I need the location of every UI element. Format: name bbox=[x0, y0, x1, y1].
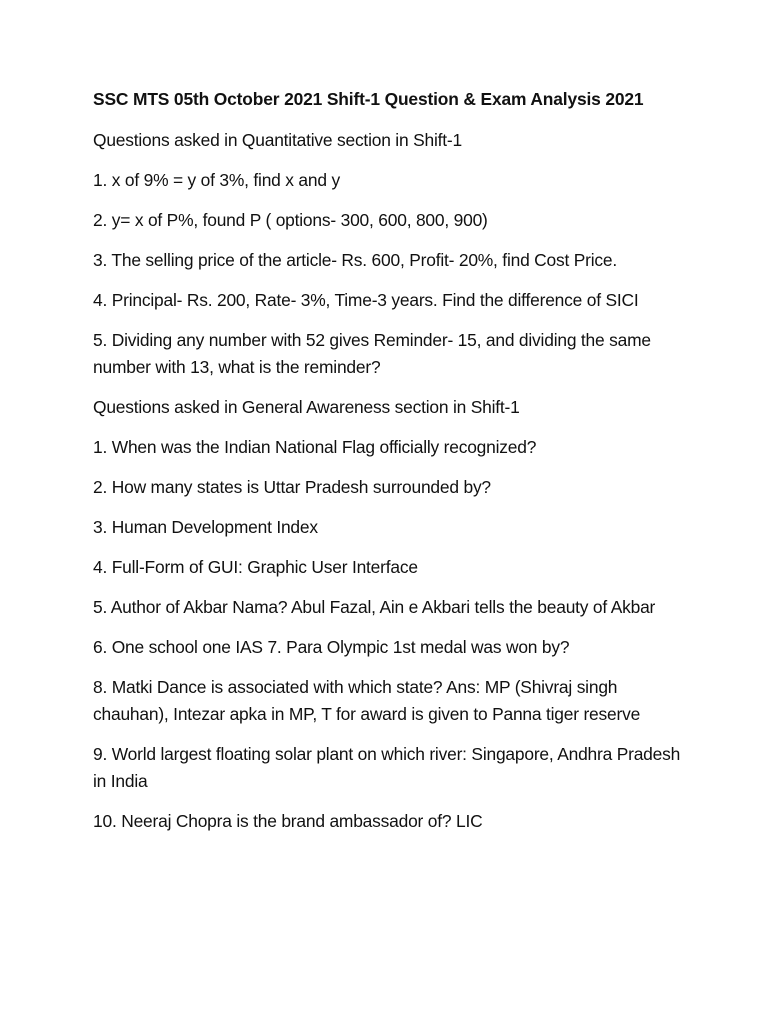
ga-question-6-7: 6. One school one IAS 7. Para Olympic 1st medal was won by? bbox=[93, 637, 570, 657]
document-body bbox=[93, 86, 683, 848]
ga-question-9: 9. World largest floating solar plant on which river: Singapore, Andhra Pradesh in India bbox=[93, 744, 681, 791]
section-heading-quantitative: Questions asked in Quantitative section in Shift-1 bbox=[93, 130, 462, 150]
quant-question-3: 3. The selling price of the article- Rs. 600, Profit- 20%, find Cost Price. bbox=[93, 250, 618, 270]
ga-question-8: 8. Matki Dance is associated with which state? Ans: MP (Shivraj singh chauhan), Intezar apka in MP, T for award is given to Panna tiger reserve bbox=[93, 677, 641, 724]
ga-question-3: 3. Human Development Index bbox=[93, 517, 318, 537]
ga-question-5: 5. Author of Akbar Nama? Abul Fazal, Ain e Akbari tells the beauty of Akbar bbox=[93, 597, 656, 617]
quant-question-4: 4. Principal- Rs. 200, Rate- 3%, Time-3 years. Find the difference of SICI bbox=[93, 290, 639, 310]
quant-question-1: 1. x of 9% = y of 3%, find x and y bbox=[93, 170, 340, 190]
document-title: SSC MTS 05th October 2021 Shift-1 Question & Exam Analysis 2021 bbox=[93, 89, 644, 109]
ga-question-4: 4. Full-Form of GUI: Graphic User Interface bbox=[93, 557, 418, 577]
ga-question-2: 2. How many states is Uttar Pradesh surrounded by? bbox=[93, 477, 491, 497]
ga-question-1: 1. When was the Indian National Flag officially recognized? bbox=[93, 437, 537, 457]
ga-question-10: 10. Neeraj Chopra is the brand ambassador of? LIC bbox=[93, 811, 483, 831]
quant-question-5: 5. Dividing any number with 52 gives Reminder- 15, and dividing the same number with 13, what is the reminder? bbox=[93, 330, 651, 377]
quant-question-2: 2. y= x of P%, found P ( options- 300, 600, 800, 900) bbox=[93, 210, 488, 230]
section-heading-general-awareness: Questions asked in General Awareness section in Shift-1 bbox=[93, 397, 520, 417]
